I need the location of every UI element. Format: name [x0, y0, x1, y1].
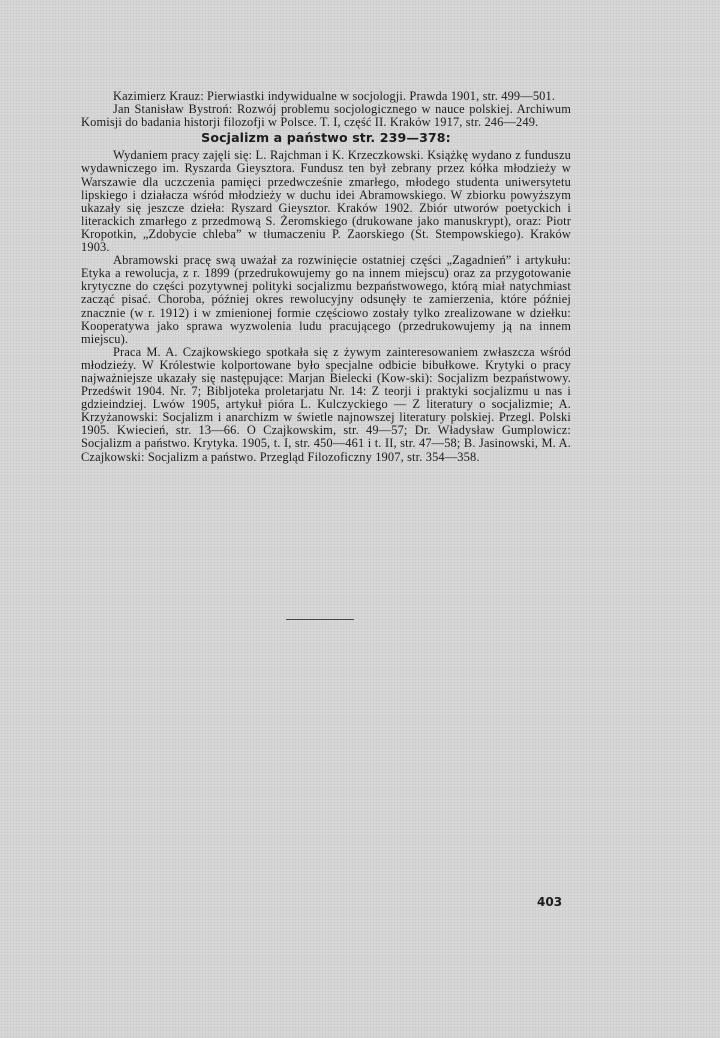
page-number: 403: [537, 895, 563, 909]
section-divider: [286, 619, 354, 620]
paragraph-czajkowski: Praca M. A. Czajkowskiego spotkała się z żywym zainteresowaniem zwłaszcza wśród młodzieży. W Królestwie kolportowane było specjalne odbicie bibułkowe. Krytyki o pracy najważniejsze ukazały się następujące: Marjan Bielecki (Kow-ski): Socjalizm bezpaństwowy. Przedświt 1904. Nr. 7; Bibljoteka proletarjatu Nr. 14: Z teorji i praktyki socjalizmu u nas i gdzieindziej. Lwów 1905, artykuł pióra L. Kulczyckiego — Z literatury o socjalizmie; A. Krzyżanowski: Socjalizm i anarchizm w świetle najnowszej literatury polskiej. Przegl. Polski 1905. Kwiecień, str. 13—66. O Czajkowskim, str. 49—57; Dr. Władysław Gumplowicz: Socjalizm a państwo. Krytyka. 1905, t. I, str. 450—461 i t. II, str. 47—58; B. Jasinowski, M. A. Czajkowski: Socjalizm a państwo. Przegląd Filozoficzny 1907, str. 354—358.: [81, 344, 571, 464]
reference-krauz: Kazimierz Krauz: Pierwiastki indywidualne w socjologji. Prawda 1901, str. 499—501.: [113, 89, 556, 103]
page-text: [81, 90, 571, 464]
paragraph-abramowski: Abramowski pracę swą uważał za rozwinięcie ostatniej części „Zagadnień” i artykułu: Etyka a rewolucja, z r. 1899 (przedrukowujemy go na innem miejscu) oraz za przygotowanie krytyczne do części pozytywnej polityki socjalizmu bezpaństwowego, którą miał natychmiast zacząć pisać. Choroba, później okres rewolucyjny odsunęły te zamierzenia, które później znacznie (w r. 1912) i w zmienionej formie częściowo zostały tylko zrealizowane w dziełku: Kooperatywa jako sprawa wyzwolenia ludu pracującego (przedrukowujemy ją na innem miejscu).: [81, 253, 571, 346]
section-heading: Socjalizm a państwo str. 239—378:: [201, 130, 451, 146]
reference-bystron: Jan Stanisław Bystroń: Rozwój problemu socjologicznego w nauce polskiej. Archiwum Komisji do badania historji filozofji w Polsce. T. I, część II. Kraków 1917, str. 246—249.: [81, 102, 571, 130]
paragraph-publication: Wydaniem pracy zajęli się: L. Rajchman i K. Krzeczkowski. Książkę wydano z funduszu wydawniczego im. Ryszarda Gieysztora. Fundusz ten był zebrany przez kółka młodzieży w Warszawie dla uczczenia pamięci przedwcześnie zmarłego, młodego studenta uniwersytetu lipskiego i działacza wśród młodzieży w duchu idei Abramowskiego. W zbiorku powyższym ukazały się jeszcze dzieła: Ryszard Gieysztor. Kraków 1902. Zbiór utworów poetyckich i literackich zmarłego z przedmową S. Żeromskiego (drukowane jako manuskrypt), oraz: Piotr Kropotkin, „Zdobycie chleba” w tłumaczeniu P. Zaorskiego (St. Stempowskiego). Kraków 1903.: [81, 148, 571, 255]
